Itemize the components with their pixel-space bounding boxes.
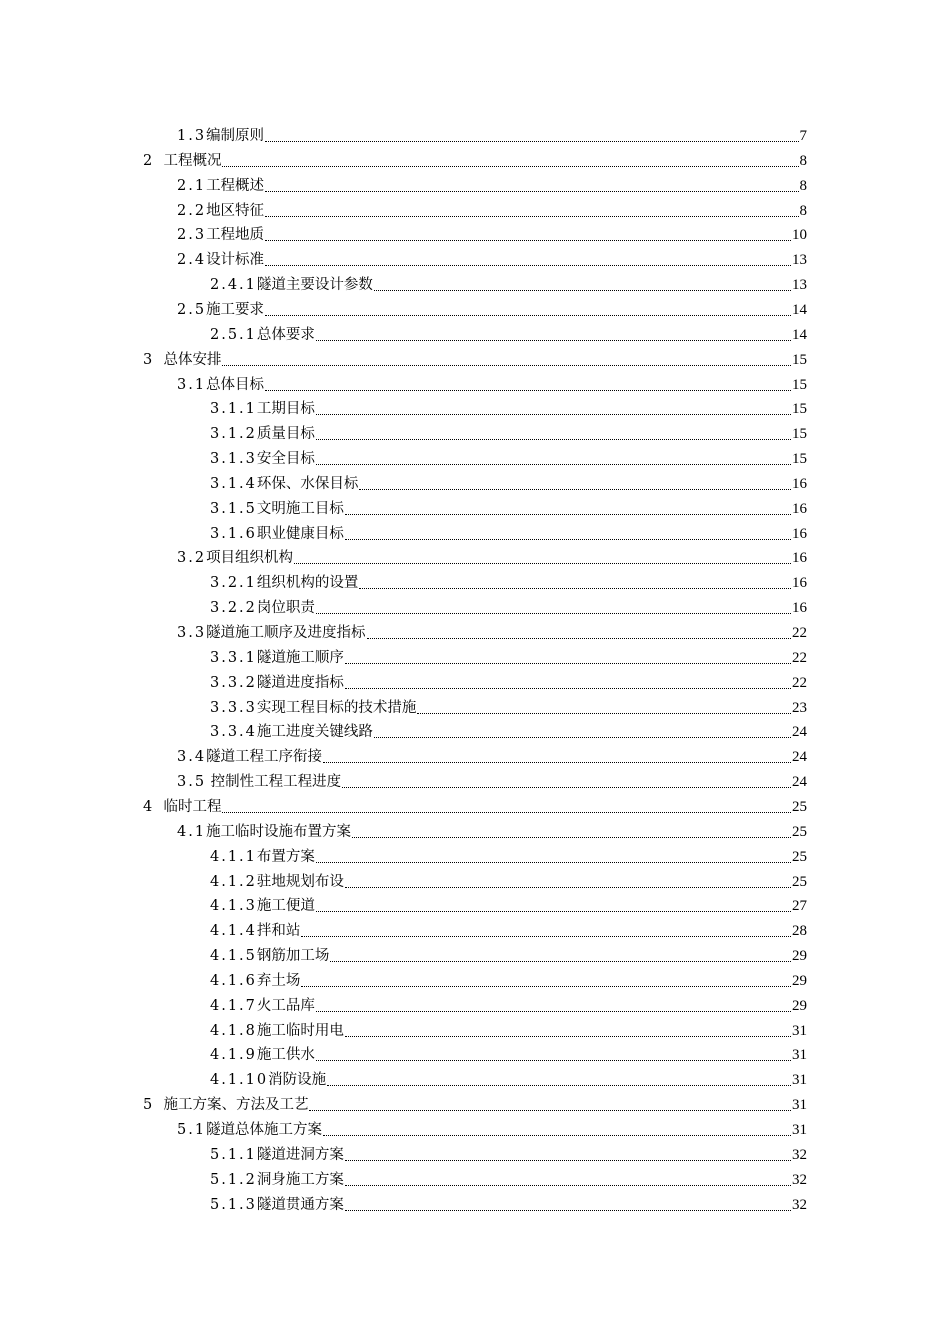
toc-entry-title bbox=[177, 1118, 322, 1142]
toc-entry[interactable] bbox=[143, 1093, 807, 1117]
dot-leader bbox=[345, 538, 791, 540]
toc-entry-title bbox=[177, 745, 322, 769]
toc-entry-number: 2.1 bbox=[177, 177, 207, 194]
toc-entry-number: 3.1.1 bbox=[210, 401, 257, 418]
toc-entry-title bbox=[210, 671, 344, 695]
toc-entry-title bbox=[210, 1193, 344, 1217]
toc-entry-number: 3 bbox=[143, 351, 155, 368]
toc-entry-title bbox=[210, 571, 358, 595]
toc-entry-number: 4.1.8 bbox=[210, 1022, 257, 1039]
toc-entry-text: 工程概述 bbox=[206, 177, 265, 194]
toc-entry[interactable] bbox=[210, 447, 807, 471]
dot-leader bbox=[316, 339, 791, 341]
toc-entry-text: 隧道总体施工方案 bbox=[206, 1122, 323, 1138]
toc-entry[interactable] bbox=[210, 919, 807, 943]
toc-entry-number: 3.1 bbox=[177, 376, 207, 393]
toc-entry-title bbox=[210, 969, 300, 993]
toc-entry[interactable] bbox=[210, 1193, 807, 1217]
toc-entry-page: 13 bbox=[792, 252, 807, 269]
toc-entry[interactable] bbox=[177, 248, 807, 272]
toc-entry-title bbox=[210, 447, 315, 471]
toc-entry-title bbox=[210, 646, 344, 670]
toc-entry[interactable] bbox=[210, 1168, 807, 1192]
toc-entry-page: 16 bbox=[792, 550, 807, 567]
toc-entry-number: 5.1.3 bbox=[210, 1196, 257, 1213]
toc-entry[interactable] bbox=[210, 596, 807, 620]
dot-leader bbox=[316, 438, 791, 440]
toc-entry[interactable] bbox=[177, 174, 807, 198]
toc-entry[interactable] bbox=[210, 472, 807, 496]
toc-entry-number: 4 bbox=[143, 798, 155, 815]
toc-entry-page: 15 bbox=[792, 401, 807, 418]
toc-entry-page: 29 bbox=[792, 972, 807, 989]
toc-entry-text: 总体要求 bbox=[256, 326, 315, 343]
toc-entry-number: 2 bbox=[143, 152, 155, 169]
toc-entry[interactable] bbox=[210, 894, 807, 918]
toc-entry-text: 设计标准 bbox=[206, 252, 265, 269]
toc-entry-page: 13 bbox=[792, 277, 807, 294]
toc-entry-title bbox=[177, 174, 264, 198]
dot-leader bbox=[345, 1159, 791, 1161]
toc-entry-page: 15 bbox=[792, 376, 807, 393]
toc-entry-text: 编制原则 bbox=[206, 128, 265, 144]
toc-entry-title bbox=[210, 944, 329, 968]
toc-entry-page: 24 bbox=[792, 774, 807, 791]
dot-leader bbox=[345, 1209, 791, 1211]
toc-entry-text: 施工进度关键线路 bbox=[256, 724, 373, 741]
toc-entry-text: 质量目标 bbox=[256, 426, 315, 443]
toc-entry-page: 25 bbox=[792, 823, 807, 840]
toc-entry[interactable] bbox=[210, 397, 807, 421]
toc-entry-number: 3.5 bbox=[177, 774, 207, 791]
toc-entry-page: 25 bbox=[792, 798, 807, 815]
toc-entry-number: 4.1.10 bbox=[210, 1072, 269, 1089]
toc-entry-title bbox=[177, 621, 366, 645]
toc-entry-text: 工程概况 bbox=[163, 152, 222, 169]
toc-entry-text: 安全目标 bbox=[256, 451, 315, 468]
toc-entry-number: 2.3 bbox=[177, 227, 207, 244]
toc-entry-page: 29 bbox=[792, 997, 807, 1014]
toc-entry-text: 环保、水保目标 bbox=[256, 475, 359, 492]
toc-entry[interactable] bbox=[143, 348, 807, 372]
toc-entry-page: 16 bbox=[792, 500, 807, 517]
toc-entry-number: 3.1.2 bbox=[210, 426, 257, 443]
toc-entry-title bbox=[177, 199, 264, 223]
dot-leader bbox=[265, 264, 791, 266]
toc-entry-text: 隧道施工顺序及进度指标 bbox=[206, 625, 366, 641]
toc-entry-text: 隧道进洞方案 bbox=[256, 1146, 344, 1163]
toc-entry-page: 28 bbox=[792, 923, 807, 940]
toc-entry[interactable] bbox=[210, 646, 807, 670]
toc-entry-number: 4.1.7 bbox=[210, 997, 257, 1014]
toc-entry-page: 22 bbox=[792, 674, 807, 691]
toc-entry-page: 32 bbox=[792, 1146, 807, 1163]
toc-entry-number: 4.1.4 bbox=[210, 923, 257, 940]
toc-entry-number: 4.1.6 bbox=[210, 972, 257, 989]
dot-leader bbox=[316, 463, 791, 465]
toc-entry-text: 项目组织机构 bbox=[206, 550, 294, 567]
toc-entry[interactable] bbox=[177, 298, 807, 322]
toc-entry-title bbox=[177, 298, 264, 322]
dot-leader bbox=[222, 811, 791, 813]
toc-entry-number: 3.2.1 bbox=[210, 575, 257, 592]
toc-entry[interactable] bbox=[210, 1068, 807, 1092]
toc-entry-number: 5.1.2 bbox=[210, 1171, 257, 1188]
toc-entry[interactable] bbox=[210, 870, 807, 894]
toc-entry-page: 15 bbox=[792, 451, 807, 468]
toc-entry[interactable] bbox=[210, 944, 807, 968]
toc-entry-text: 施工供水 bbox=[256, 1047, 315, 1064]
toc-entry-title bbox=[210, 397, 315, 421]
toc-entry-number: 5.1 bbox=[177, 1122, 207, 1138]
toc-entry-text: 施工要求 bbox=[206, 301, 265, 318]
toc-entry-title bbox=[210, 919, 300, 943]
toc-entry-number: 3.1.4 bbox=[210, 475, 257, 492]
dot-leader bbox=[352, 836, 791, 838]
dot-leader bbox=[265, 140, 798, 142]
toc-entry-title bbox=[177, 770, 341, 794]
toc-entry-page: 31 bbox=[792, 1072, 807, 1089]
dot-leader bbox=[323, 761, 791, 763]
dot-leader bbox=[301, 935, 791, 937]
toc-entry-text: 工期目标 bbox=[256, 401, 315, 418]
dot-leader bbox=[309, 1109, 791, 1111]
toc-entry[interactable] bbox=[177, 546, 807, 570]
toc-entry-number: 3.3 bbox=[177, 625, 207, 641]
toc-entry-title bbox=[177, 248, 264, 272]
toc-entry-page: 25 bbox=[792, 873, 807, 890]
toc-entry-number: 3.1.6 bbox=[210, 525, 257, 542]
toc-entry-text: 弃土场 bbox=[256, 972, 301, 989]
toc-entry-page: 8 bbox=[799, 202, 807, 219]
dot-leader bbox=[294, 562, 791, 564]
toc-entry-number: 4.1.9 bbox=[210, 1047, 257, 1064]
toc-entry-text: 地区特征 bbox=[206, 202, 265, 219]
toc-entry[interactable] bbox=[210, 994, 807, 1018]
toc-entry-number: 4.1.2 bbox=[210, 873, 257, 890]
toc-entry-title bbox=[210, 1143, 344, 1167]
toc-entry-page: 10 bbox=[792, 227, 807, 244]
dot-leader bbox=[316, 1059, 791, 1061]
toc-entry[interactable] bbox=[143, 795, 807, 819]
dot-leader bbox=[327, 1084, 791, 1086]
toc-entry-text: 组织机构的设置 bbox=[256, 575, 359, 592]
toc-entry-text: 临时工程 bbox=[163, 798, 222, 815]
toc-entry-page: 8 bbox=[799, 177, 807, 194]
toc-entry-page: 15 bbox=[792, 351, 807, 368]
toc-entry[interactable] bbox=[177, 820, 807, 844]
dot-leader bbox=[316, 1010, 791, 1012]
dot-leader bbox=[316, 612, 791, 614]
toc-entry-page: 32 bbox=[792, 1171, 807, 1188]
toc-entry-page: 31 bbox=[792, 1047, 807, 1064]
dot-leader bbox=[316, 861, 791, 863]
dot-leader bbox=[316, 413, 791, 415]
toc-entry-text: 钢筋加工场 bbox=[256, 948, 330, 965]
toc-entry-page: 16 bbox=[792, 475, 807, 492]
toc-entry-number: 3.4 bbox=[177, 749, 207, 766]
toc-entry-title bbox=[210, 472, 358, 496]
toc-entry-page: 23 bbox=[792, 699, 807, 716]
toc-entry-page: 8 bbox=[799, 152, 807, 169]
toc-entry[interactable] bbox=[177, 373, 807, 397]
dot-leader bbox=[342, 786, 791, 788]
toc-entry-title bbox=[210, 1068, 326, 1092]
toc-entry-title bbox=[210, 273, 373, 297]
toc-entry-title bbox=[177, 124, 264, 148]
toc-entry-page: 16 bbox=[792, 600, 807, 617]
toc-entry-number: 3.3.4 bbox=[210, 724, 257, 741]
toc-entry[interactable] bbox=[210, 422, 807, 446]
toc-entry-page: 14 bbox=[792, 326, 807, 343]
toc-entry-page: 25 bbox=[792, 848, 807, 865]
toc-entry-number: 3.3.3 bbox=[210, 699, 257, 716]
toc-entry-page: 31 bbox=[792, 1022, 807, 1039]
toc-entry-number: 4.1.5 bbox=[210, 948, 257, 965]
dot-leader bbox=[330, 960, 791, 962]
dot-leader bbox=[265, 239, 791, 241]
toc-entry-number: 1.3 bbox=[177, 128, 207, 144]
dot-leader bbox=[345, 687, 791, 689]
toc-entry-text: 工程地质 bbox=[206, 227, 265, 244]
toc-entry[interactable] bbox=[177, 770, 807, 794]
toc-entry-page: 31 bbox=[792, 1097, 807, 1114]
toc-entry-text: 驻地规划布设 bbox=[256, 873, 344, 890]
toc-entry-number: 2.4.1 bbox=[210, 277, 257, 294]
toc-entry-page: 22 bbox=[792, 625, 807, 641]
toc-entry[interactable] bbox=[177, 223, 807, 247]
toc-entry-text: 岗位职责 bbox=[256, 600, 315, 617]
toc-entry-text: 洞身施工方案 bbox=[256, 1171, 344, 1188]
toc-entry-title bbox=[210, 497, 344, 521]
toc-entry-text: 施工临时设施布置方案 bbox=[206, 823, 352, 840]
toc-entry-number: 4.1.1 bbox=[210, 848, 257, 865]
toc-entry[interactable] bbox=[177, 621, 807, 645]
toc-entry[interactable] bbox=[143, 149, 807, 173]
toc-entry-title bbox=[210, 696, 416, 720]
toc-entry[interactable] bbox=[210, 845, 807, 869]
toc-entry-title bbox=[210, 720, 373, 744]
toc-entry-text: 施工临时用电 bbox=[256, 1022, 344, 1039]
toc-entry-title bbox=[177, 223, 264, 247]
toc-entry-text: 隧道进度指标 bbox=[256, 674, 344, 691]
toc-entry-page: 31 bbox=[792, 1122, 807, 1138]
dot-leader bbox=[265, 190, 798, 192]
toc-entry-number: 2.5 bbox=[177, 301, 207, 318]
toc-entry[interactable] bbox=[177, 1118, 807, 1142]
toc-entry-number: 4.1.3 bbox=[210, 898, 257, 915]
toc-entry[interactable] bbox=[177, 124, 807, 148]
toc-entry-title bbox=[210, 845, 315, 869]
dot-leader bbox=[345, 886, 791, 888]
dot-leader bbox=[374, 289, 791, 291]
toc-entry-text: 拌和站 bbox=[256, 923, 301, 940]
toc-entry-text: 施工方案、方法及工艺 bbox=[163, 1097, 309, 1114]
toc-entry-text: 文明施工目标 bbox=[256, 500, 344, 517]
dot-leader bbox=[374, 736, 791, 738]
toc-entry-page: 29 bbox=[792, 948, 807, 965]
toc-entry-number: 3.3.2 bbox=[210, 674, 257, 691]
toc-entry-number: 4.1 bbox=[177, 823, 207, 840]
toc-entry-text: 隧道工程工序衔接 bbox=[206, 749, 323, 766]
toc-entry-text: 控制性工程工程进度 bbox=[206, 774, 342, 791]
toc-entry-title bbox=[210, 596, 315, 620]
toc-entry-title bbox=[210, 1168, 344, 1192]
toc-entry-title bbox=[177, 820, 351, 844]
toc-entry-title bbox=[143, 149, 221, 173]
toc-entry[interactable] bbox=[210, 571, 807, 595]
toc-entry[interactable] bbox=[210, 969, 807, 993]
dot-leader bbox=[367, 637, 791, 639]
toc-entry-text: 总体安排 bbox=[163, 351, 222, 368]
toc-entry-title bbox=[210, 870, 344, 894]
toc-entry-page: 14 bbox=[792, 301, 807, 318]
toc-entry-title bbox=[210, 1019, 344, 1043]
toc-entry-text: 施工便道 bbox=[256, 898, 315, 915]
toc-entry-title bbox=[143, 348, 221, 372]
toc-entry-page: 22 bbox=[792, 649, 807, 666]
dot-leader bbox=[345, 1184, 791, 1186]
toc-entry[interactable] bbox=[210, 522, 807, 546]
toc-entry-number: 3.1.3 bbox=[210, 451, 257, 468]
toc-entry[interactable] bbox=[177, 199, 807, 223]
dot-leader bbox=[316, 910, 791, 912]
toc-entry-text: 隧道贯通方案 bbox=[256, 1196, 344, 1213]
toc-entry-page: 24 bbox=[792, 749, 807, 766]
toc-entry-page: 16 bbox=[792, 575, 807, 592]
toc-entry[interactable] bbox=[210, 1143, 807, 1167]
toc-entry-page: 15 bbox=[792, 426, 807, 443]
toc-entry[interactable] bbox=[210, 497, 807, 521]
toc-entry-title bbox=[210, 422, 315, 446]
dot-leader bbox=[222, 165, 798, 167]
toc-entry-page: 27 bbox=[792, 898, 807, 915]
toc-entry-text: 火工品库 bbox=[256, 997, 315, 1014]
dot-leader bbox=[345, 513, 791, 515]
dot-leader bbox=[345, 1035, 791, 1037]
dot-leader bbox=[345, 662, 791, 664]
dot-leader bbox=[222, 364, 791, 366]
toc-entry-title bbox=[177, 373, 264, 397]
toc-entry[interactable] bbox=[210, 273, 807, 297]
toc-entry-page: 16 bbox=[792, 525, 807, 542]
dot-leader bbox=[359, 488, 791, 490]
toc-entry-title bbox=[210, 894, 315, 918]
dot-leader bbox=[265, 389, 791, 391]
dot-leader bbox=[417, 712, 791, 714]
toc-entry-number: 3.2.2 bbox=[210, 600, 257, 617]
dot-leader bbox=[301, 985, 791, 987]
toc-entry-text: 消防设施 bbox=[268, 1072, 327, 1089]
toc-entry-text: 布置方案 bbox=[256, 848, 315, 865]
toc-entry-page: 24 bbox=[792, 724, 807, 741]
toc-entry-number: 3.2 bbox=[177, 550, 207, 567]
toc-entry-number: 5.1.1 bbox=[210, 1146, 257, 1163]
toc-entry[interactable] bbox=[210, 671, 807, 695]
toc-entry[interactable] bbox=[210, 323, 807, 347]
toc-entry-text: 隧道主要设计参数 bbox=[256, 277, 373, 294]
toc-entry-page: 32 bbox=[792, 1196, 807, 1213]
toc-entry-number: 2.4 bbox=[177, 252, 207, 269]
toc-entry[interactable] bbox=[210, 720, 807, 744]
toc-entry-number: 2.2 bbox=[177, 202, 207, 219]
toc-entry-number: 5 bbox=[143, 1097, 155, 1114]
toc-entry-title bbox=[210, 522, 344, 546]
toc-entry-text: 职业健康目标 bbox=[256, 525, 344, 542]
toc-entry-title bbox=[210, 323, 315, 347]
toc-entry-number: 3.1.5 bbox=[210, 500, 257, 517]
toc-entry-text: 实现工程目标的技术措施 bbox=[256, 699, 417, 716]
toc-entry-title bbox=[143, 795, 221, 819]
toc-entry[interactable] bbox=[210, 1043, 807, 1067]
toc-entry-number: 2.5.1 bbox=[210, 326, 257, 343]
dot-leader bbox=[265, 314, 791, 316]
dot-leader bbox=[265, 215, 798, 217]
toc-entry-title bbox=[177, 546, 293, 570]
toc-entry-number: 3.3.1 bbox=[210, 649, 257, 666]
toc-entry[interactable] bbox=[210, 1019, 807, 1043]
toc-entry-text: 隧道施工顺序 bbox=[256, 649, 344, 666]
toc-entry-page: 7 bbox=[799, 128, 807, 144]
toc-entry-title bbox=[210, 994, 315, 1018]
toc-entry-title bbox=[143, 1093, 308, 1117]
dot-leader bbox=[359, 587, 791, 589]
dot-leader bbox=[323, 1134, 791, 1136]
toc-entry[interactable] bbox=[177, 745, 807, 769]
toc-entry[interactable] bbox=[210, 696, 807, 720]
toc-entry-title bbox=[210, 1043, 315, 1067]
toc-entry-text: 总体目标 bbox=[206, 376, 265, 393]
